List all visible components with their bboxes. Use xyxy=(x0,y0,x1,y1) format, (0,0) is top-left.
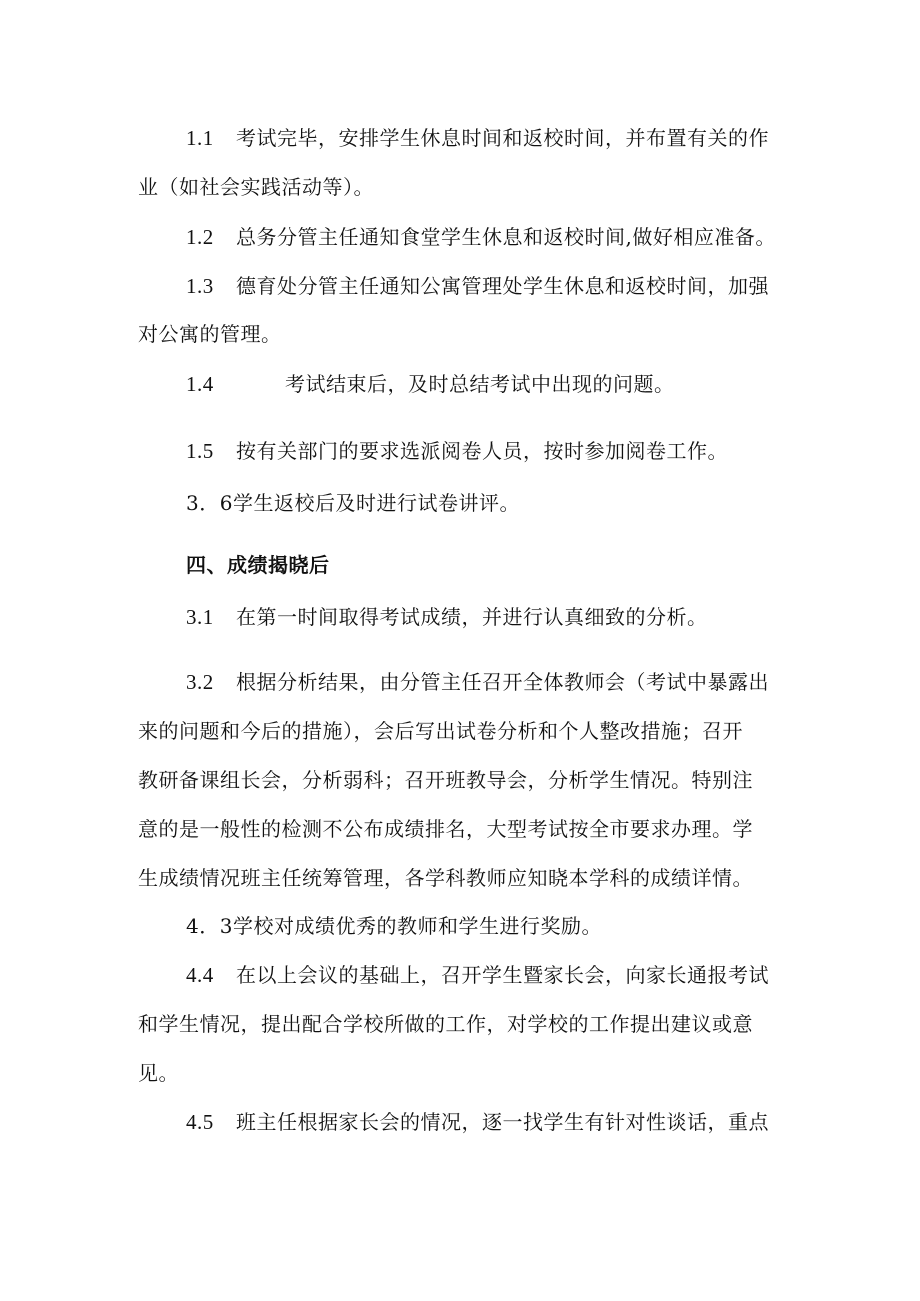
paragraph-text: 在第一时间取得考试成绩，并进行认真细致的分析。 xyxy=(236,605,708,629)
section-4-heading: 四、成绩揭晓后 xyxy=(186,553,330,577)
paragraph-text: 总务分管主任通知食堂学生休息和返校时间,做好相应准备。 xyxy=(236,225,776,249)
item-number: 1.4 xyxy=(186,372,214,396)
paragraph-text: 3．6学生返校后及时进行试卷讲评。 xyxy=(186,491,520,515)
paragraph-text: 班主任根据家长会的情况，逐一找学生有针对性谈话，重点 xyxy=(236,1110,769,1134)
item-number: 4.4 xyxy=(186,963,214,987)
paragraph-text: 根据分析结果，由分管主任召开全体教师会（考试中暴露出 xyxy=(236,670,769,694)
paragraph-text: 和学生情况，提出配合学校所做的工作，对学校的工作提出建议或意 xyxy=(138,1012,753,1036)
paragraph-text: 对公寓的管理。 xyxy=(138,322,282,346)
paragraph-text: 生成绩情况班主任统筹管理，各学科教师应知晓本学科的成绩详情。 xyxy=(138,866,753,890)
item-number: 3.2 xyxy=(186,670,214,694)
paragraph-text: 意的是一般性的检测不公布成绩排名，大型考试按全市要求办理。学 xyxy=(138,817,753,841)
item-number: 1.5 xyxy=(186,439,214,463)
item-number: 4.5 xyxy=(186,1110,214,1134)
paragraph-text: 在以上会议的基础上，召开学生暨家长会，向家长通报考试 xyxy=(236,963,769,987)
paragraph-text: 业（如社会实践活动等）。 xyxy=(138,175,374,199)
item-number: 1.3 xyxy=(186,274,214,298)
paragraph-text: 来的问题和今后的措施），会后写出试卷分析和个人整改措施；召开 xyxy=(138,719,743,743)
paragraph-text: 见。 xyxy=(138,1061,179,1085)
paragraph-text: 考试结束后，及时总结考试中出现的问题。 xyxy=(285,372,675,396)
paragraph-text: 考试完毕，安排学生休息时间和返校时间，并布置有关的作 xyxy=(236,126,769,150)
item-number: 3.1 xyxy=(186,605,214,629)
item-number: 1.1 xyxy=(186,126,214,150)
paragraph-text: 德育处分管主任通知公寓管理处学生休息和返校时间，加强 xyxy=(236,274,769,298)
paragraph-text: 4．3学校对成绩优秀的教师和学生进行奖励。 xyxy=(186,914,602,938)
paragraph-text: 按有关部门的要求选派阅卷人员，按时参加阅卷工作。 xyxy=(236,439,728,463)
item-number: 1.2 xyxy=(186,225,214,249)
paragraph-text: 教研备课组长会，分析弱科；召开班教导会，分析学生情况。特别注 xyxy=(138,768,753,792)
